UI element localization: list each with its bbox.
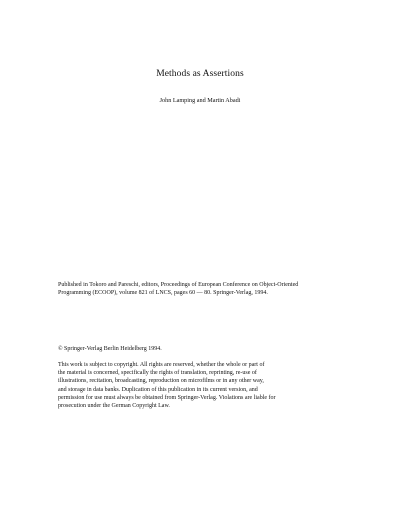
notice-line: This work is subject to copyright. All rights are reserved, whether the whole or part of	[58, 362, 265, 368]
notice-line: illustrations, recitation, broadcasting, reproduction on microfilms or in any other way,	[58, 378, 264, 385]
notice-line: prosecution under the German Copyright Law.	[58, 403, 170, 410]
copyright-line: © Springer-Verlag Berlin Heidelberg 1994.	[58, 346, 162, 352]
notice-line: permission for use must always be obtained from Springer-Verlag. Violations are liable for	[58, 394, 276, 401]
notice-line: the material is concerned, specifically the rights of translation, reprinting, re-use of	[58, 370, 257, 377]
copyright-statement	[58, 345, 348, 353]
document-title: Methods as Assertions	[156, 69, 244, 79]
copyright-notice	[58, 361, 348, 410]
publication-info	[58, 281, 348, 297]
publication-line: Published in Tokoro and Pareschi, editors, Proceedings of European Conference on Object-Oriented	[58, 282, 299, 288]
document-authors: John Lamping and Martin Abadi	[159, 97, 241, 104]
publication-line: Programming (ECOOP), volume 821 of LNCS, pages 60 — 80. Springer-Verlag, 1994.	[58, 290, 268, 297]
notice-line: and storage in data banks. Duplication of this publication in its current version, and	[58, 386, 258, 393]
